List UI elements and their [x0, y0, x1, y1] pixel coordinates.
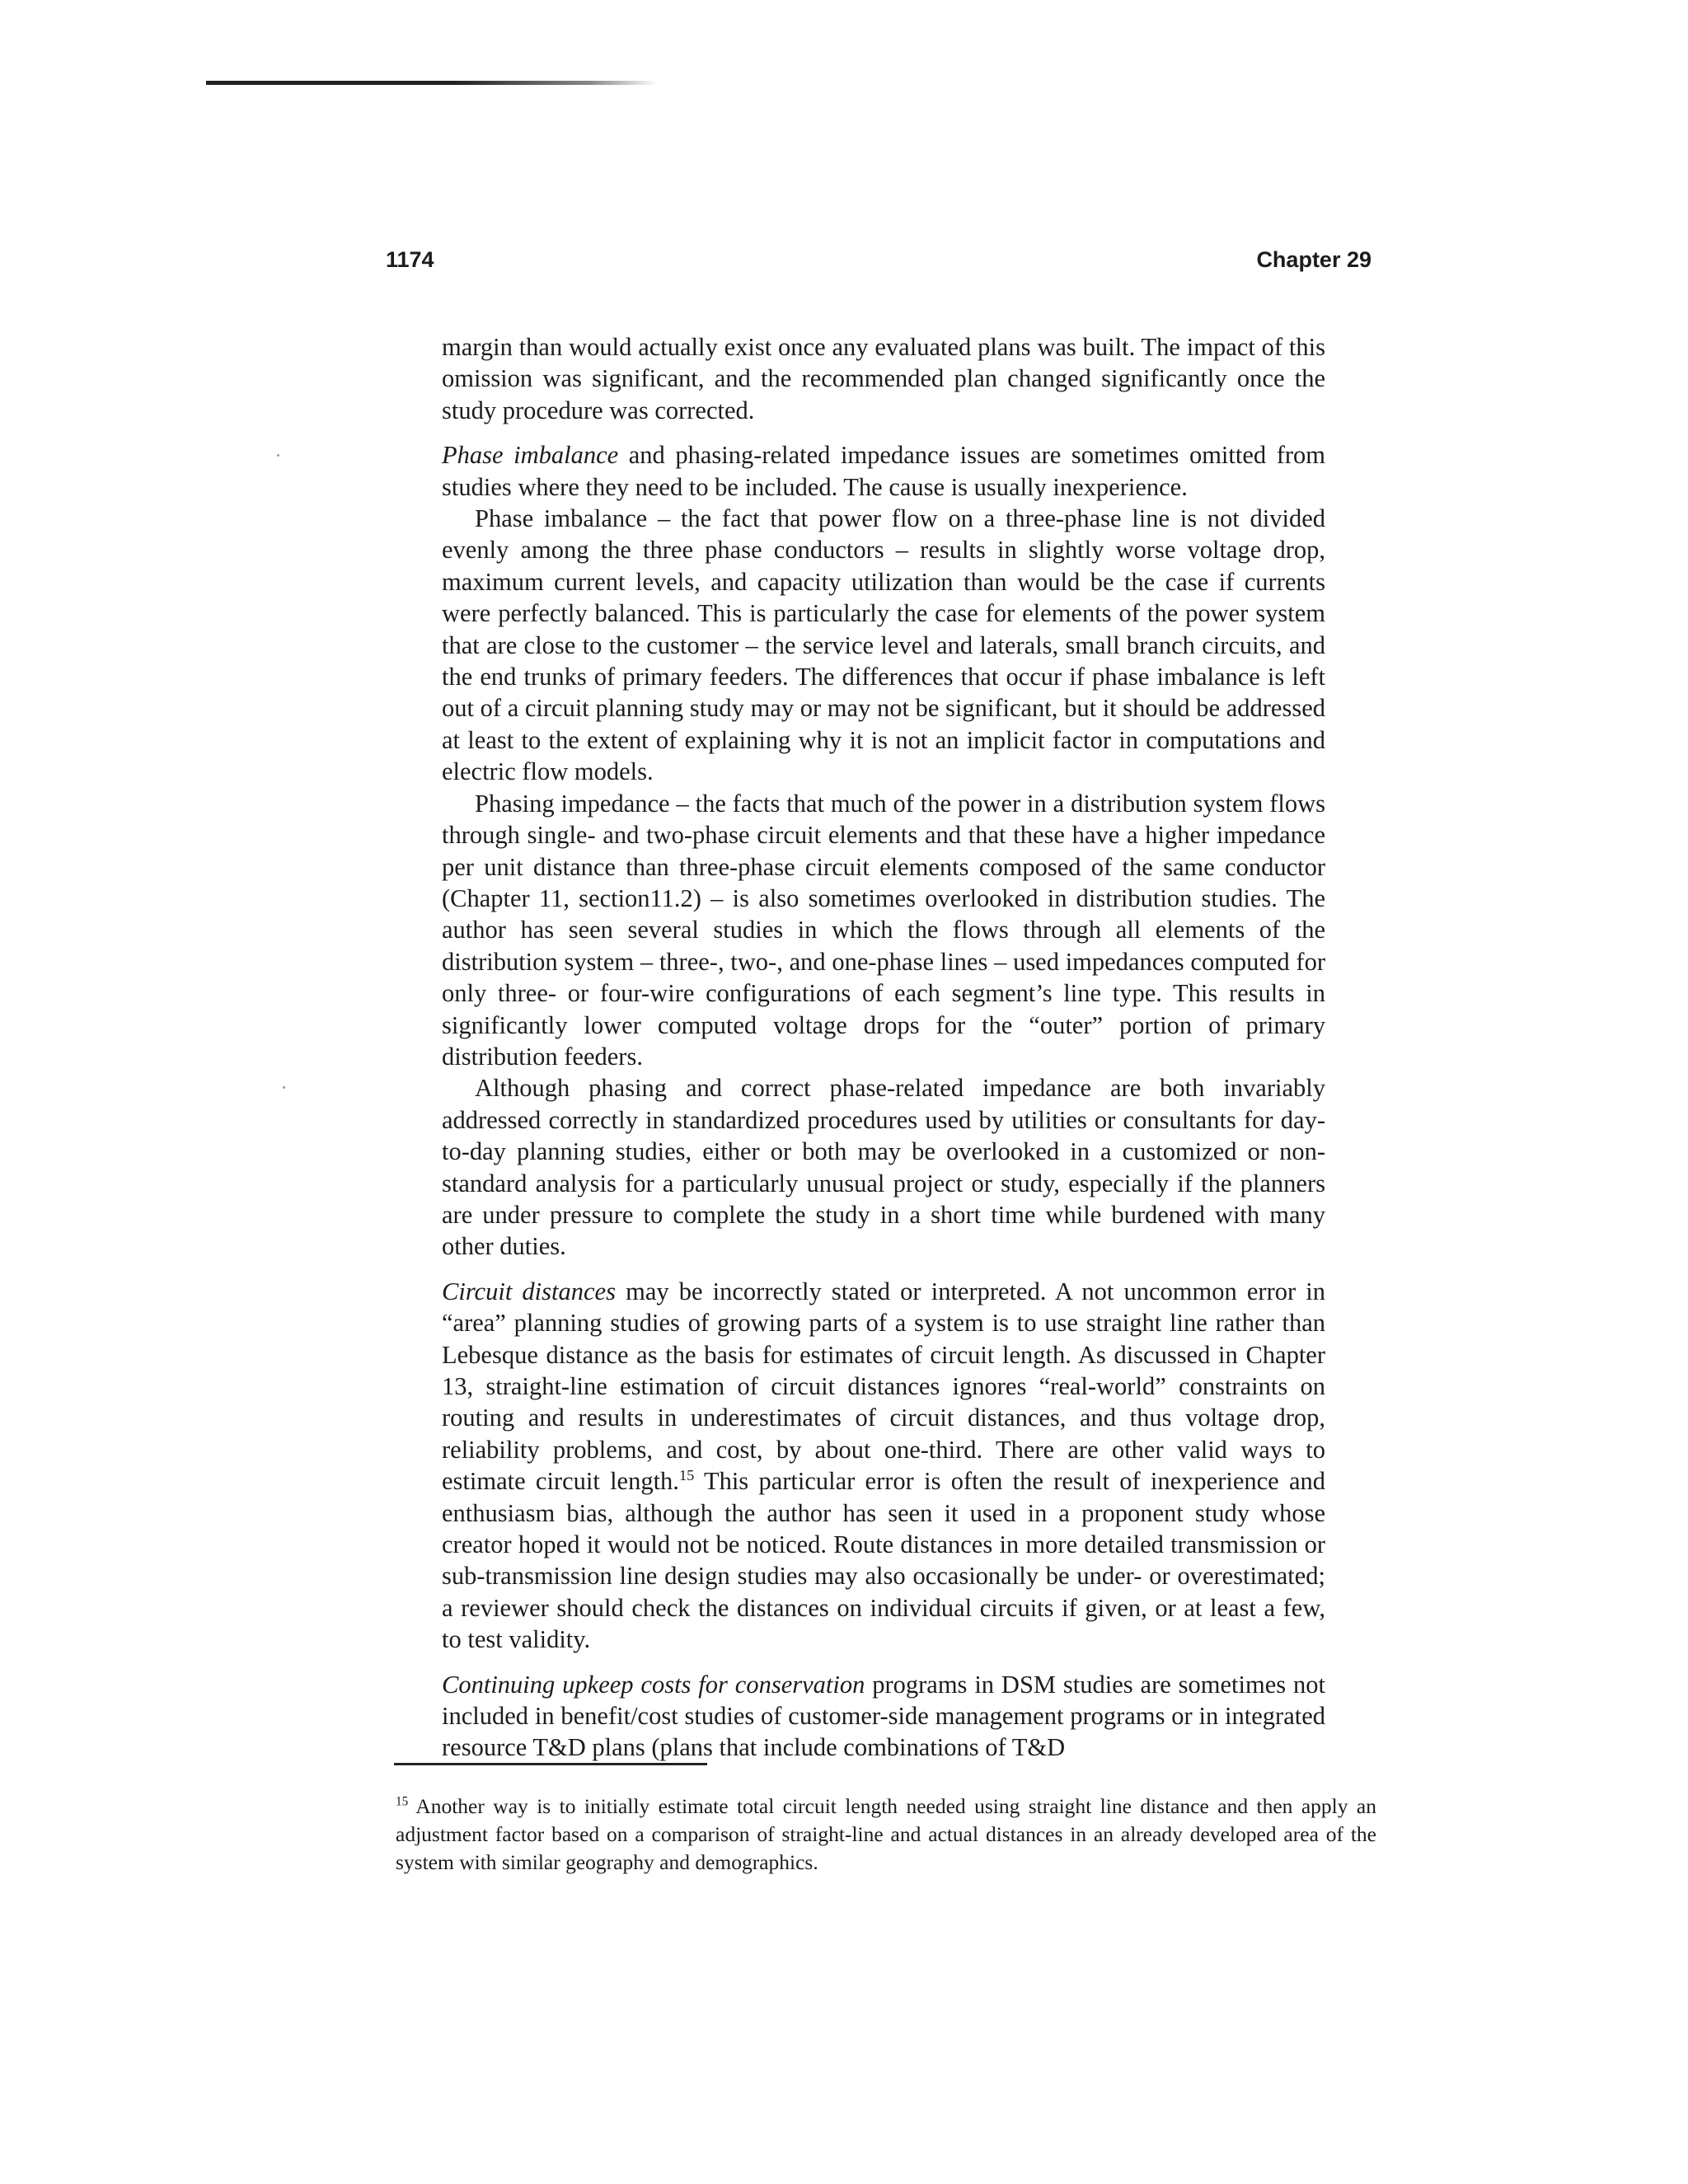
body-text [442, 331, 1325, 1764]
paragraph-3-text: Phase imbalance – the fact that power flow on a three-phase line is not divided evenly among the three phase conductors – results in slightly worse voltage drop, maximum current levels, and capacity utilization than would be the case if currents were perfectly balanced. This is particularly the case for elements of the power system that are close to the customer – the service level and laterals, small branch circuits, and the end trunks of primary feeders. The differences that occur if phase imbalance is left out of a circuit planning study may or may not be significant, but it should be addressed at least to the extent of explaining why it is not an implicit factor in computations and electric flow models. [442, 504, 1325, 786]
paragraph-phasing-impedance [442, 788, 1325, 1073]
paragraph-4-text: Phasing impedance – the facts that much of the power in a distribution system flows through single- and two-phase circuit elements and that these have a higher impedance per unit distance than three-phase circuit elements composed of the same conductor (Chapter 11, section11.2) – is also sometimes overlooked in distribution studies. The author has seen several studies in which the flows through all elements of the distribution system – three-, two-, and one-phase lines – used impedances computed for only three- or four-wire configurations of each segment’s line type. This results in significantly lower computed voltage drops for the “outer” portion of primary distribution feeders. [442, 789, 1325, 1071]
chapter-label: Chapter 29 [1256, 247, 1372, 272]
paragraph-phase-imbalance [442, 503, 1325, 788]
paragraph-6-text-b: This particular error is often the result of inexperience and enthusiasm bias, although the author has seen it used in a proponent study whose creator hoped it would not be noticed. Route distances in more detailed transmission or sub-transmission line design studies may also occasionally be under- or overestimated; a reviewer should check the distances on individual circuits if given, or at least a few, to test validity. [442, 1467, 1325, 1654]
paragraph-1-text: margin than would actually exist once any evaluated plans was built. The impact of this omission was significant, and the recommended plan changed significantly once the study procedure was corrected. [442, 333, 1325, 424]
term-phase-imbalance: Phase imbalance [442, 441, 619, 470]
footnote-text: Another way is to initially estimate total circuit length needed using straight line distance and then apply an adjustment factor based on a comparison of straight-line and actual distances in an already developed area of the system with similar geography and demographics. [396, 1794, 1376, 1874]
footnote-marker: 15 [396, 1794, 409, 1809]
footnote-divider [394, 1763, 707, 1765]
paragraph-phasing-conclusion [442, 1072, 1325, 1262]
paragraph-2-text: and phasing-related impedance issues are sometimes omitted from studies where they need to be included. The cause is usually inexperience. [442, 441, 1325, 501]
footnote [396, 1793, 1376, 1877]
paragraph-circuit-distances [442, 1276, 1325, 1656]
scan-speck [283, 1086, 285, 1089]
paragraph-6-text-a: may be incorrectly stated or interpreted. A not uncommon error in “area” planning studies of growing parts of a system is to use straight line rather than Lebesque distance as the basis for estimates of circuit length. As discussed in Chapter 13, straight-line estimation of circuit distances ignores “real-world” constraints on routing and results in underestimates of circuit distances, and thus voltage drop, reliability problems, and cost, by about one-third. There are other valid ways to estimate circuit length. [442, 1277, 1325, 1496]
scan-artifact-rule [206, 81, 658, 85]
scan-speck [277, 454, 279, 457]
paragraph-phase-imbalance-intro [442, 439, 1325, 503]
paragraph-7-text: programs in DSM studies are sometimes not included in benefit/cost studies of customer-side management programs or in integrated resource T&D plans (plans that include combinations of T&D [442, 1670, 1325, 1762]
term-circuit-distances: Circuit distances [442, 1277, 616, 1305]
footnote-reference: 15 [678, 1467, 695, 1484]
paragraph-upkeep-costs [442, 1669, 1325, 1764]
page-number: 1174 [386, 247, 434, 272]
paragraph-1 [442, 331, 1325, 426]
running-header [386, 247, 1372, 288]
term-upkeep-costs: Continuing upkeep costs for conservation [442, 1670, 865, 1699]
paragraph-5-text: Although phasing and correct phase-related impedance are both invariably addressed correctly in standardized procedures used by utilities or consultants for day-to-day planning studies, either or both may be overlooked in a customized or non-standard analysis for a particularly unusual project or study, especially if the planners are under pressure to complete the study in a short time while burdened with many other duties. [442, 1074, 1325, 1261]
